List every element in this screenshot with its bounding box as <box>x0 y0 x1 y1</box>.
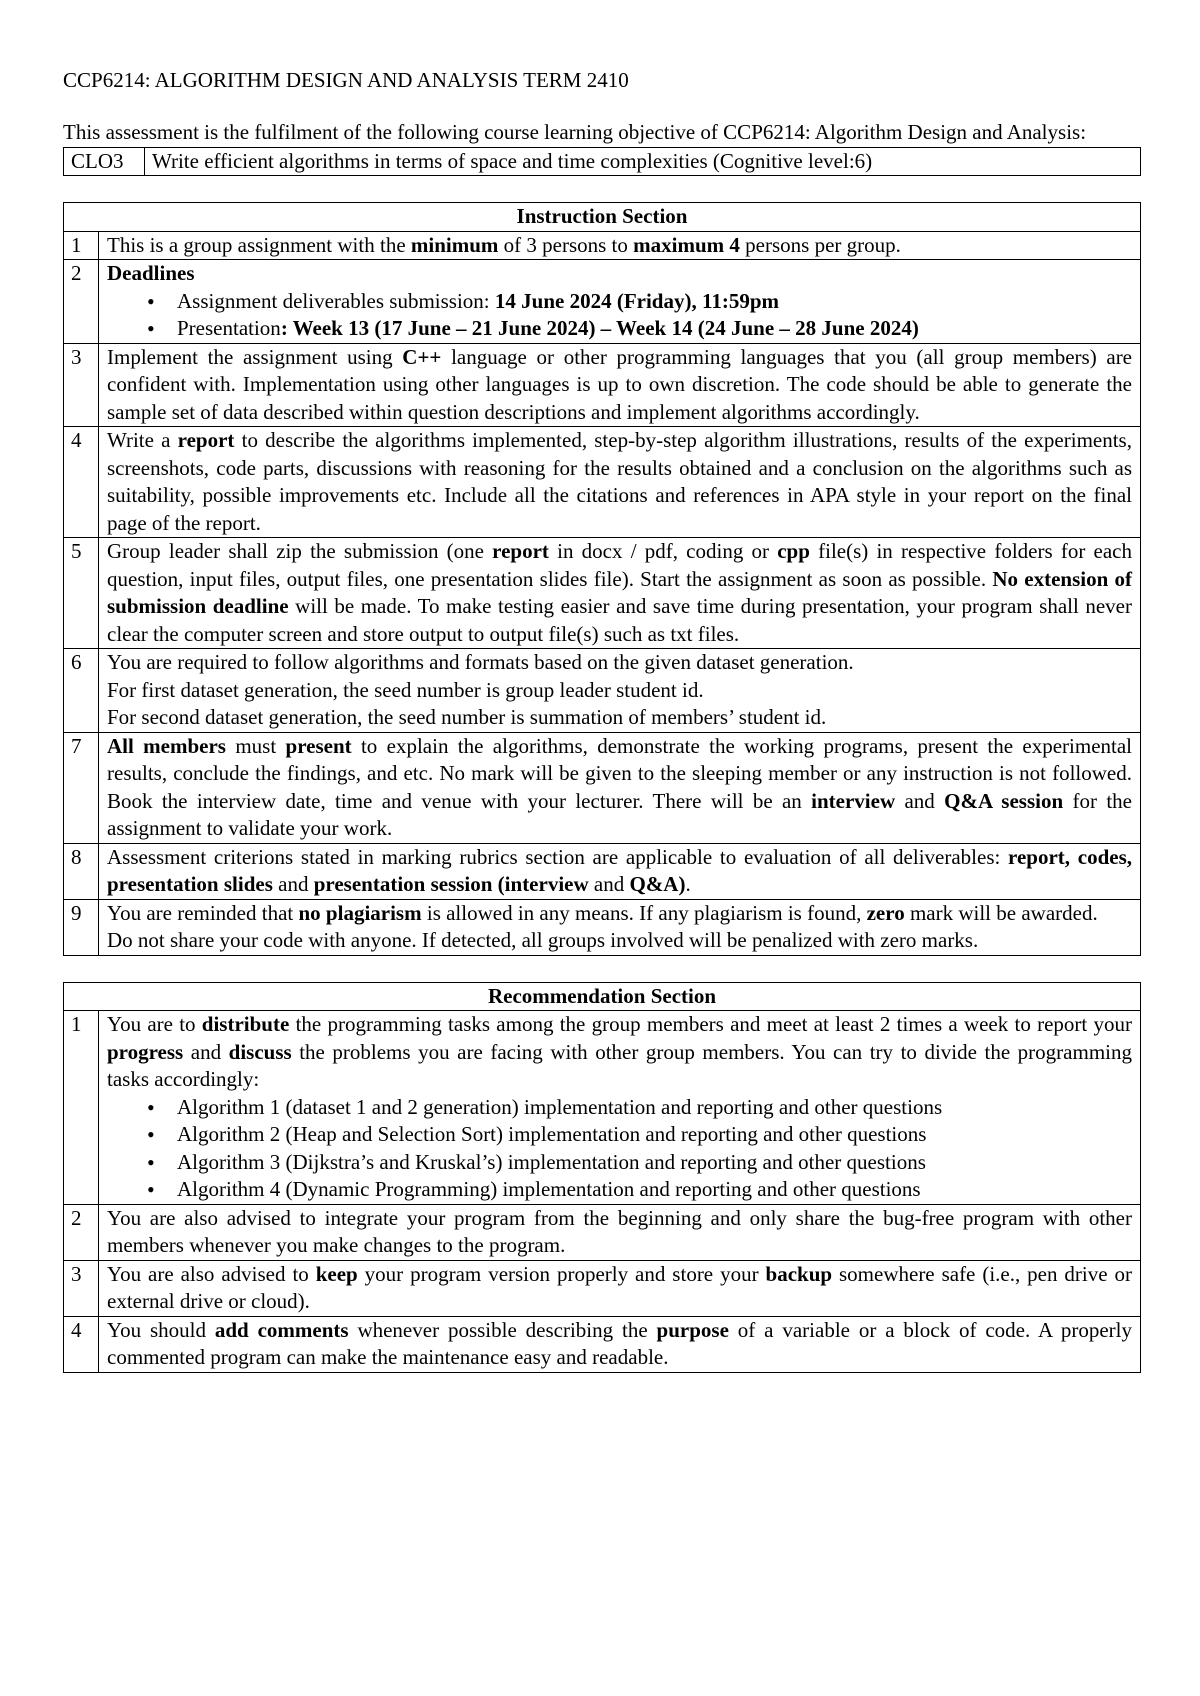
row-text: You are also advised to integrate your program from the beginning and only share the bug-free program with other members whenever you make changes to the program. <box>99 1204 1141 1260</box>
row-number: 4 <box>64 1316 99 1372</box>
row-number: 2 <box>64 1204 99 1260</box>
row-text: Group leader shall zip the submission (one report in docx / pdf, coding or cpp file(s) in respective folders for each question, input files, output files, one presentation slides file). Start the assignment as soon as possible. No extension of submission deadline will be made. To make testing easier and save time during presentation, your program shall never clear the computer screen and store output to output file(s) such as txt files. <box>99 538 1141 649</box>
recommendation-section-title: Recommendation Section <box>64 982 1141 1011</box>
row-text: You are required to follow algorithms and formats based on the given dataset generation. For first dataset generation, the seed number is group leader student id. For second dataset generation, the seed number is summation of members’ student id. <box>99 649 1141 733</box>
list-item: • Algorithm 1 (dataset 1 and 2 generation) implementation and reporting and other questions <box>177 1094 1132 1122</box>
table-row <box>64 231 1141 260</box>
row-text: You are to distribute the programming tasks among the group members and meet at least 2 times a week to report your progress and discuss the problems you are facing with other group members. You can try to divide the programming tasks accordingly: • Algorithm 1 (dataset 1 and 2 generation) implementation and reporting and other questions • Algorithm 2 (Heap and Selection Sort) implementation and reporting and other questions • Algorithm 3 (Dijkstra’s and Kruskal’s) implementation and reporting and other questions • Algorithm 4 (Dynamic Programming) implementation and reporting and other questions <box>99 1011 1141 1205</box>
list-item: • Algorithm 3 (Dijkstra’s and Kruskal’s) implementation and reporting and other questions <box>177 1149 1132 1177</box>
table-row <box>64 649 1141 733</box>
row-number: 6 <box>64 649 99 733</box>
row-text: Assessment criterions stated in marking rubrics section are applicable to evaluation of all deliverables: report, codes, presentation slides and presentation session (interview and Q&A). <box>99 843 1141 899</box>
intro-paragraph: This assessment is the fulfilment of the following course learning objective of CCP6214: Algorithm Design and Analysis: <box>63 120 1087 144</box>
row-text: Implement the assignment using C++ language or other programming languages that you (all group members) are confident with. Implementation using other languages is up to own discretion. The code should be able to generate the sample set of data described within question descriptions and implement algorithms accordingly. <box>99 343 1141 427</box>
deadlines-cell <box>99 260 1141 344</box>
row-number: 3 <box>64 1260 99 1316</box>
row-text: Write a report to describe the algorithms implemented, step-by-step algorithm illustrations, results of the experiments, screenshots, code parts, discussions with reasoning for the results obtained and a conclusion on the algorithms such as suitability, possible improvements etc. Include all the citations and references in APA style in your report on the final page of the report. <box>99 427 1141 538</box>
list-item: • Algorithm 2 (Heap and Selection Sort) implementation and reporting and other questions <box>177 1121 1132 1149</box>
recommendation-table <box>63 982 1141 1373</box>
row-text: You are reminded that no plagiarism is allowed in any means. If any plagiarism is found, zero mark will be awarded. Do not share your code with anyone. If detected, all groups involved will be penalized with zero marks. <box>99 899 1141 955</box>
list-item: • Algorithm 4 (Dynamic Programming) implementation and reporting and other questions <box>177 1176 1132 1204</box>
list-item: • Presentation: Week 13 (17 June – 21 June 2024) – Week 14 (24 June – 28 June 2024) <box>177 315 1132 343</box>
row-text: All members must present to explain the algorithms, demonstrate the working programs, present the experimental results, conclude the findings, and etc. No mark will be given to the sleeping member or any instruction is not followed. Book the interview date, time and venue with your lecturer. There will be an interview and Q&A session for the assignment to validate your work. <box>99 732 1141 843</box>
table-row <box>64 1316 1141 1372</box>
clo-description: Write efficient algorithms in terms of space and time complexities (Cognitive level:6) <box>145 147 1141 176</box>
row-number: 1 <box>64 1011 99 1205</box>
row-number: 1 <box>64 231 99 260</box>
row-number: 5 <box>64 538 99 649</box>
row-text: You should add comments whenever possible describing the purpose of a variable or a block of code. A properly commented program can make the maintenance easy and readable. <box>99 1316 1141 1372</box>
table-row <box>64 427 1141 538</box>
table-row <box>64 260 1141 344</box>
row-number: 8 <box>64 843 99 899</box>
course-title: CCP6214: ALGORITHM DESIGN AND ANALYSIS TERM 2410 <box>63 68 629 92</box>
row-number: 3 <box>64 343 99 427</box>
row-text: You are also advised to keep your program version properly and store your backup somewhere safe (i.e., pen drive or external drive or cloud). <box>99 1260 1141 1316</box>
clo-code: CLO3 <box>64 147 145 176</box>
row-number: 7 <box>64 732 99 843</box>
row-number: 9 <box>64 899 99 955</box>
table-row <box>64 1260 1141 1316</box>
instruction-table <box>63 202 1141 956</box>
table-row <box>64 1204 1141 1260</box>
instruction-section-title: Instruction Section <box>64 203 1141 232</box>
row-number: 4 <box>64 427 99 538</box>
table-row <box>64 843 1141 899</box>
clo-table <box>63 147 1141 177</box>
row-text: This is a group assignment with the minimum of 3 persons to maximum 4 persons per group. <box>99 231 1141 260</box>
list-item: • Assignment deliverables submission: 14 June 2024 (Friday), 11:59pm <box>177 288 1132 316</box>
task-list <box>107 1094 1132 1204</box>
deadlines-heading: Deadlines <box>107 261 195 285</box>
deadlines-list <box>107 288 1132 343</box>
row-number: 2 <box>64 260 99 344</box>
table-row <box>64 538 1141 649</box>
table-row <box>64 899 1141 955</box>
table-row <box>64 732 1141 843</box>
table-row <box>64 1011 1141 1205</box>
clo-row <box>64 147 1141 176</box>
table-row <box>64 343 1141 427</box>
document-page <box>63 66 1141 1373</box>
